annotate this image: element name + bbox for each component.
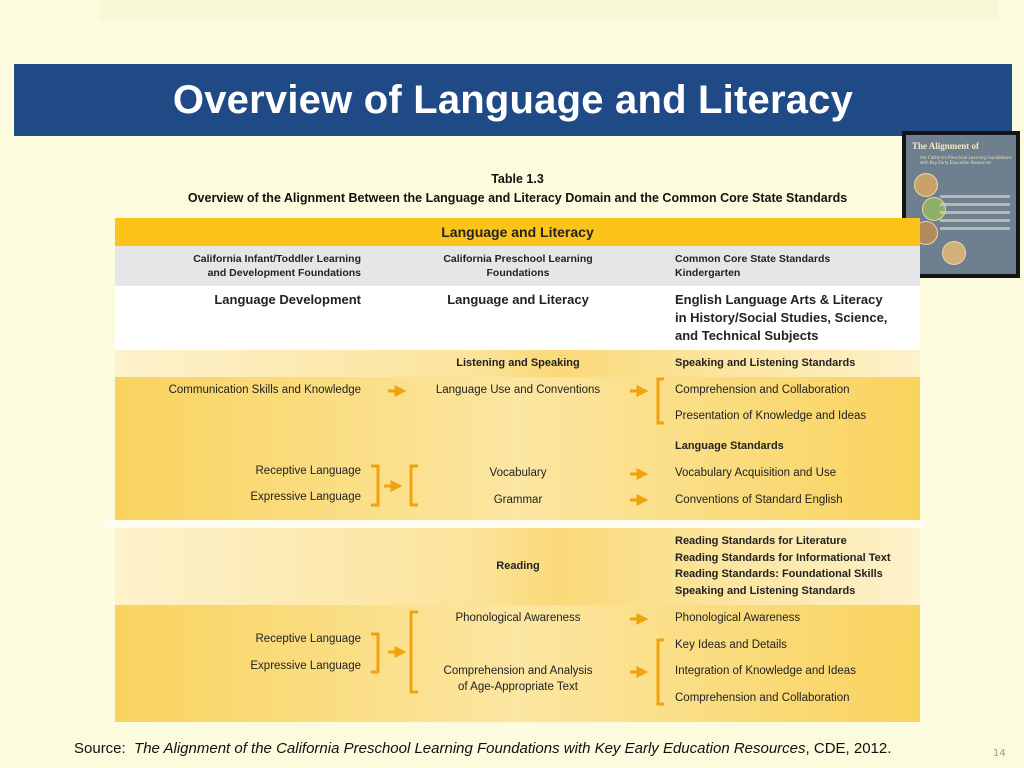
section2-standard-3: Reading Standards: Foundational Skills	[675, 568, 883, 580]
source-citation	[74, 740, 891, 757]
source-title: The Alignment of the California Preschool Learning Foundations with Key Early Education Resources	[134, 740, 806, 757]
domain-ccss-3: and Technical Subjects	[675, 328, 819, 343]
slide-title: Overview of Language and Literacy	[172, 78, 854, 122]
table-caption-number: Table 1.3	[491, 172, 544, 186]
bracket-left-icon	[658, 640, 664, 704]
book-cover-subtitle: the California Preschool Learning Foundations with Key Early Education Resources	[920, 155, 1012, 165]
bracket-right-icon	[371, 634, 378, 672]
column-header-ccss: Common Core State Standards	[675, 253, 831, 265]
table-caption-title: Overview of the Alignment Between the Language and Literacy Domain and the Common Core State Standards	[187, 191, 848, 205]
section2-right-1: Phonological Awareness	[675, 612, 801, 624]
section1-row1-right-1: Comprehension and Collaboration	[675, 384, 850, 396]
source-suffix: , CDE, 2012.	[805, 740, 892, 757]
section1-row1-right-2: Presentation of Knowledge and Ideas	[675, 410, 867, 422]
source-prefix: Source:	[74, 740, 126, 757]
page-number: 14	[993, 748, 1006, 759]
section2-standard-4: Speaking and Listening Standards	[675, 585, 856, 597]
domain-header: Language and Literacy	[441, 224, 594, 240]
bracket-left-icon	[411, 612, 418, 692]
section2-right-2: Key Ideas and Details	[675, 639, 787, 651]
column-header-infant: California Infant/Toddler Learning	[193, 253, 361, 265]
section1-heading: Listening and Speaking	[456, 357, 580, 369]
domain-ccss-1: English Language Arts & Literacy	[675, 292, 883, 307]
section2-mid-1: Phonological Awareness	[455, 612, 581, 624]
section2-standard-2: Reading Standards for Informational Text	[675, 552, 891, 564]
section2-standard-1: Reading Standards for Literature	[675, 535, 847, 547]
section1-row1-mid: Language Use and Conventions	[435, 384, 601, 396]
domain-preschool: Language and Literacy	[447, 292, 589, 307]
domain-ccss-2: in History/Social Studies, Science,	[675, 310, 888, 325]
bracket-right-icon	[371, 466, 378, 505]
domain-infant: Language Development	[214, 292, 361, 307]
bracket-left-icon	[411, 466, 418, 505]
section2-heading: Reading	[496, 560, 540, 572]
section2-left-2: Expressive Language	[250, 660, 361, 672]
column-header-preschool-2: Foundations	[486, 267, 550, 279]
section1-standard-heading: Speaking and Listening Standards	[675, 357, 856, 369]
section1-row2-right-1: Vocabulary Acquisition and Use	[675, 467, 837, 479]
section2-right-3: Integration of Knowledge and Ideas	[675, 665, 856, 677]
bracket-left-icon	[658, 379, 664, 423]
section1-row1-left: Communication Skills and Knowledge	[168, 384, 361, 396]
section2-right-4: Comprehension and Collaboration	[675, 692, 850, 704]
column-header-ccss-2: Kindergarten	[675, 267, 741, 279]
column-header-infant-2: and Development Foundations	[207, 267, 361, 279]
section1-row2-mid-1: Vocabulary	[489, 467, 547, 479]
section1-row2-right-2: Conventions of Standard English	[675, 494, 843, 506]
section1-row2-left-1: Receptive Language	[255, 465, 361, 477]
section2-mid-2: Comprehension and Analysis	[443, 665, 593, 677]
section1-row2-left-2: Expressive Language	[250, 491, 361, 503]
book-cover-title: The Alignment of	[912, 141, 980, 151]
section2-mid-3: of Age-Appropriate Text	[458, 681, 578, 693]
section2-left-1: Receptive Language	[255, 633, 361, 645]
section1-row2-mid-2: Grammar	[493, 494, 543, 506]
column-header-preschool: California Preschool Learning	[443, 253, 593, 265]
section1-language-standards: Language Standards	[675, 440, 784, 452]
